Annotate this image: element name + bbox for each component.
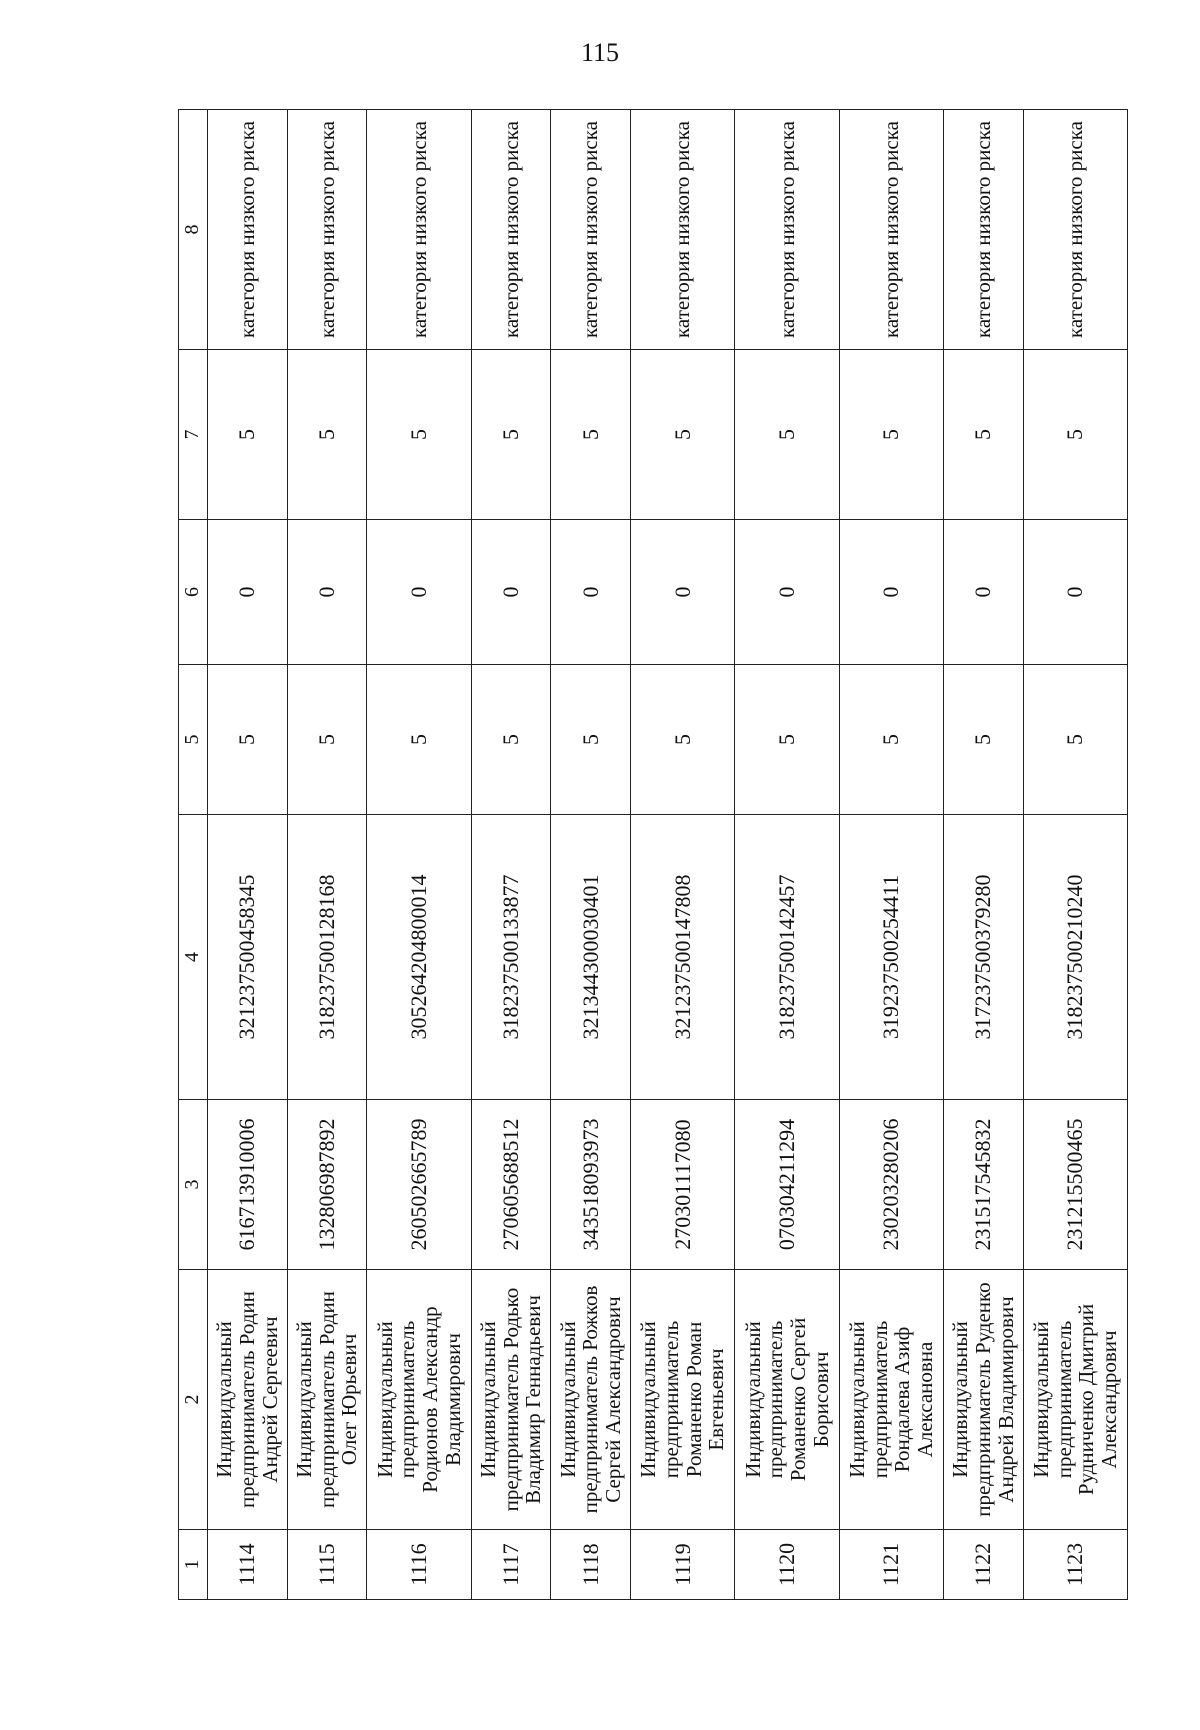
cell-entrepreneur-name: Индивидуальный предприниматель Рудниченко Дмитрий Александрович [1023, 1270, 1127, 1530]
column-header-1: 1 [179, 1530, 208, 1600]
cell-risk-category: категория низкого риска [471, 110, 551, 350]
cell-entrepreneur-name: Индивидуальный предприниматель Руденко Андрей Владимирович [943, 1270, 1023, 1530]
cell-col6: 0 [208, 520, 288, 665]
cell-col5: 5 [735, 665, 839, 815]
cell-risk-category: категория низкого риска [208, 110, 288, 350]
cell-risk-category: категория низкого риска [367, 110, 471, 350]
cell-col5: 5 [208, 665, 288, 815]
cell-col7: 5 [287, 350, 367, 520]
cell-col7: 5 [735, 350, 839, 520]
cell-col5: 5 [471, 665, 551, 815]
cell-ogrnip: 321237500458345 [208, 815, 288, 1100]
cell-col5: 5 [551, 665, 631, 815]
cell-ogrnip: 318237500133877 [471, 815, 551, 1100]
table-row [471, 110, 551, 1600]
cell-inn: 070304211294 [735, 1100, 839, 1270]
registry-table-container [178, 110, 1128, 1600]
cell-inn: 231517545832 [943, 1100, 1023, 1270]
cell-inn: 132806987892 [287, 1100, 367, 1270]
cell-entrepreneur-name: Индивидуальный предприниматель Романенко Сергей Борисович [735, 1270, 839, 1530]
cell-col7: 5 [551, 350, 631, 520]
cell-col6: 0 [943, 520, 1023, 665]
cell-inn: 230203280206 [839, 1100, 943, 1270]
cell-col6: 0 [630, 520, 734, 665]
column-header-7: 7 [179, 350, 208, 520]
table-row [287, 110, 367, 1600]
cell-row-number: 1121 [839, 1530, 943, 1600]
cell-inn: 616713910006 [208, 1100, 288, 1270]
cell-col5: 5 [287, 665, 367, 815]
cell-ogrnip: 317237500379280 [943, 815, 1023, 1100]
table-row [735, 110, 839, 1600]
cell-col5: 5 [630, 665, 734, 815]
cell-col7: 5 [839, 350, 943, 520]
cell-risk-category: категория низкого риска [630, 110, 734, 350]
cell-entrepreneur-name: Индивидуальный предприниматель Романенко Роман Евгеньевич [630, 1270, 734, 1530]
page-number: 115 [580, 38, 620, 67]
cell-col7: 5 [630, 350, 734, 520]
cell-col5: 5 [1023, 665, 1127, 815]
rotated-table-frame [178, 110, 1128, 1600]
cell-col6: 0 [839, 520, 943, 665]
cell-entrepreneur-name: Индивидуальный предприниматель Родин Олег Юрьевич [287, 1270, 367, 1530]
cell-col7: 5 [1023, 350, 1127, 520]
column-header-3: 3 [179, 1100, 208, 1270]
cell-inn: 260502665789 [367, 1100, 471, 1270]
cell-col7: 5 [471, 350, 551, 520]
column-header-8: 8 [179, 110, 208, 350]
cell-entrepreneur-name: Индивидуальный предприниматель Родько Владимир Геннадьевич [471, 1270, 551, 1530]
cell-row-number: 1122 [943, 1530, 1023, 1600]
table-row [1023, 110, 1127, 1600]
cell-row-number: 1114 [208, 1530, 288, 1600]
cell-col6: 0 [471, 520, 551, 665]
cell-ogrnip: 321237500147808 [630, 815, 734, 1100]
table-row [839, 110, 943, 1600]
cell-inn: 343518093973 [551, 1100, 631, 1270]
cell-row-number: 1115 [287, 1530, 367, 1600]
cell-risk-category: категория низкого риска [839, 110, 943, 350]
cell-ogrnip: 319237500254411 [839, 815, 943, 1100]
cell-col6: 0 [735, 520, 839, 665]
cell-inn: 231215500465 [1023, 1100, 1127, 1270]
cell-risk-category: категория низкого риска [287, 110, 367, 350]
table-row [551, 110, 631, 1600]
table-row [630, 110, 734, 1600]
cell-ogrnip: 305264204800014 [367, 815, 471, 1100]
cell-entrepreneur-name: Индивидуальный предприниматель Рожков Сергей Александрович [551, 1270, 631, 1530]
cell-col5: 5 [367, 665, 471, 815]
cell-entrepreneur-name: Индивидуальный предприниматель Родин Андрей Сергеевич [208, 1270, 288, 1530]
cell-ogrnip: 318237500128168 [287, 815, 367, 1100]
column-header-6: 6 [179, 520, 208, 665]
cell-ogrnip: 318237500142457 [735, 815, 839, 1100]
cell-col5: 5 [943, 665, 1023, 815]
registry-table [178, 109, 1128, 1600]
table-row [208, 110, 288, 1600]
column-header-2: 2 [179, 1270, 208, 1530]
cell-col5: 5 [839, 665, 943, 815]
column-header-5: 5 [179, 665, 208, 815]
cell-entrepreneur-name: Индивидуальный предприниматель Родионов Александр Владимирович [367, 1270, 471, 1530]
table-row [943, 110, 1023, 1600]
cell-col7: 5 [208, 350, 288, 520]
cell-col6: 0 [1023, 520, 1127, 665]
column-header-4: 4 [179, 815, 208, 1100]
cell-col7: 5 [367, 350, 471, 520]
cell-row-number: 1120 [735, 1530, 839, 1600]
cell-inn: 270605688512 [471, 1100, 551, 1270]
cell-ogrnip: 321344300030401 [551, 815, 631, 1100]
cell-risk-category: категория низкого риска [735, 110, 839, 350]
cell-entrepreneur-name: Индивидуальный предприниматель Рондалева Азиф Алексановна [839, 1270, 943, 1530]
cell-row-number: 1118 [551, 1530, 631, 1600]
cell-inn: 270301117080 [630, 1100, 734, 1270]
header-row [179, 110, 208, 1600]
cell-col6: 0 [287, 520, 367, 665]
cell-row-number: 1117 [471, 1530, 551, 1600]
table-row [367, 110, 471, 1600]
cell-risk-category: категория низкого риска [943, 110, 1023, 350]
cell-ogrnip: 318237500210240 [1023, 815, 1127, 1100]
cell-col7: 5 [943, 350, 1023, 520]
cell-row-number: 1116 [367, 1530, 471, 1600]
cell-col6: 0 [551, 520, 631, 665]
cell-row-number: 1119 [630, 1530, 734, 1600]
cell-risk-category: категория низкого риска [551, 110, 631, 350]
cell-row-number: 1123 [1023, 1530, 1127, 1600]
cell-col6: 0 [367, 520, 471, 665]
cell-risk-category: категория низкого риска [1023, 110, 1127, 350]
